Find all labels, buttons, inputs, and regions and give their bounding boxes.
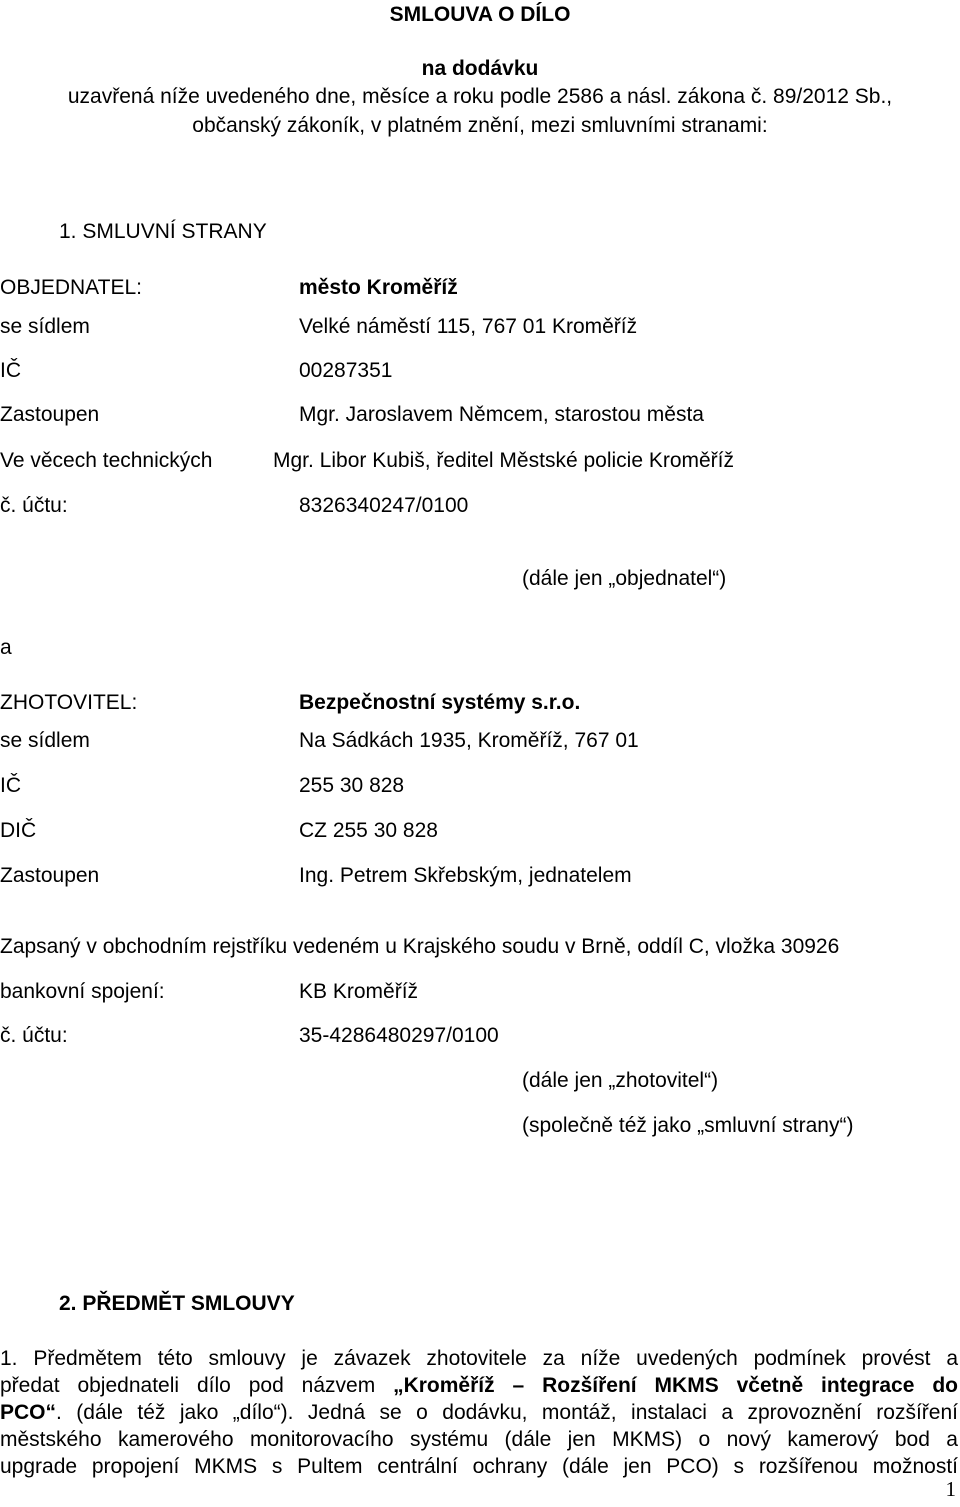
objednatel-ic: 00287351	[299, 359, 393, 382]
zhotovitel-alias: (dále jen „zhotovitel“)	[522, 1069, 719, 1092]
zhotovitel-account-label: č. účtu:	[0, 1024, 68, 1047]
objednatel-account-label: č. účtu:	[0, 494, 68, 517]
objednatel-rep-label: Zastoupen	[0, 403, 100, 426]
zhotovitel-bank-label: bankovní spojení:	[0, 980, 165, 1003]
section-2-paragraph-1	[0, 1345, 958, 1480]
work-title: „Kroměříž – Rozšíření MKMS včetně integrace do	[393, 1374, 958, 1397]
objednatel-role-label: OBJEDNATEL:	[0, 276, 142, 299]
zhotovitel-dic-label: DIČ	[0, 819, 37, 842]
zhotovitel-rep-label: Zastoupen	[0, 864, 100, 887]
paragraph-line-3-plain: . (dále též jako „dílo“). Jedná se o dodávku, montáž, instalaci a zprovoznění rozšíření	[56, 1401, 958, 1424]
zhotovitel-name: Bezpečnostní systémy s.r.o.	[299, 691, 581, 714]
zhotovitel-role-label: ZHOTOVITEL:	[0, 691, 138, 714]
paragraph-line-5: upgrade propojení MKMS s Pultem centrální ochrany (dále jen PCO) s rozšířenou možností	[0, 1455, 958, 1478]
document-subtitle: na dodávku	[421, 57, 539, 80]
section-1-heading: 1. SMLUVNÍ STRANY	[59, 220, 267, 243]
zhotovitel-bank: KB Kroměříž	[299, 980, 419, 1003]
work-title-end: PCO“	[0, 1401, 57, 1424]
objednatel-tech-label: Ve věcech technických	[0, 449, 213, 472]
objednatel-ic-label: IČ	[0, 359, 21, 382]
section-2-heading: 2. PŘEDMĚT SMLOUVY	[59, 1292, 295, 1315]
paragraph-line-3	[0, 1399, 958, 1426]
zhotovitel-ic-label: IČ	[0, 774, 21, 797]
connector-a: a	[0, 636, 12, 659]
joint-alias: (společně též jako „smluvní strany“)	[522, 1114, 854, 1137]
paragraph-line-2-plain: předat objednateli dílo pod názvem	[0, 1374, 394, 1397]
zhotovitel-ic: 255 30 828	[299, 774, 405, 797]
intro-line-1: uzavřená níže uvedeného dne, měsíce a roku podle 2586 a násl. zákona č. 89/2012 Sb.,	[67, 85, 893, 108]
paragraph-line-1: 1. Předmětem této smlouvy je závazek zhotovitele za níže uvedených podmínek provést a	[0, 1347, 958, 1370]
zhotovitel-seat-label: se sídlem	[0, 729, 90, 752]
zhotovitel-seat: Na Sádkách 1935, Kroměříž, 767 01	[299, 729, 639, 752]
zhotovitel-rep: Ing. Petrem Skřebským, jednatelem	[299, 864, 632, 887]
objednatel-name: město Kroměříž	[299, 276, 458, 299]
objednatel-alias: (dále jen „objednatel“)	[522, 567, 727, 590]
zhotovitel-registry: Zapsaný v obchodním rejstříku vedeném u Krajského soudu v Brně, oddíl C, vložka 30926	[0, 935, 840, 958]
intro-line-2: občanský zákoník, v platném znění, mezi smluvními stranami:	[192, 114, 768, 137]
paragraph-line-4: městského kamerového monitorovacího systému (dále jen MKMS) o nový kamerový bod a	[0, 1428, 958, 1451]
zhotovitel-dic: CZ 255 30 828	[299, 819, 438, 842]
objednatel-account: 8326340247/0100	[299, 494, 469, 517]
objednatel-tech: Mgr. Libor Kubiš, ředitel Městské policie Kroměříž	[273, 449, 735, 472]
document-title: SMLOUVA O DÍLO	[389, 3, 571, 26]
zhotovitel-account: 35-4286480297/0100	[299, 1024, 499, 1047]
paragraph-line-2	[0, 1372, 958, 1399]
page-number: 1	[945, 1477, 956, 1501]
objednatel-seat-label: se sídlem	[0, 315, 90, 338]
objednatel-seat: Velké náměstí 115, 767 01 Kroměříž	[299, 315, 638, 338]
objednatel-rep: Mgr. Jaroslavem Němcem, starostou města	[299, 403, 704, 426]
